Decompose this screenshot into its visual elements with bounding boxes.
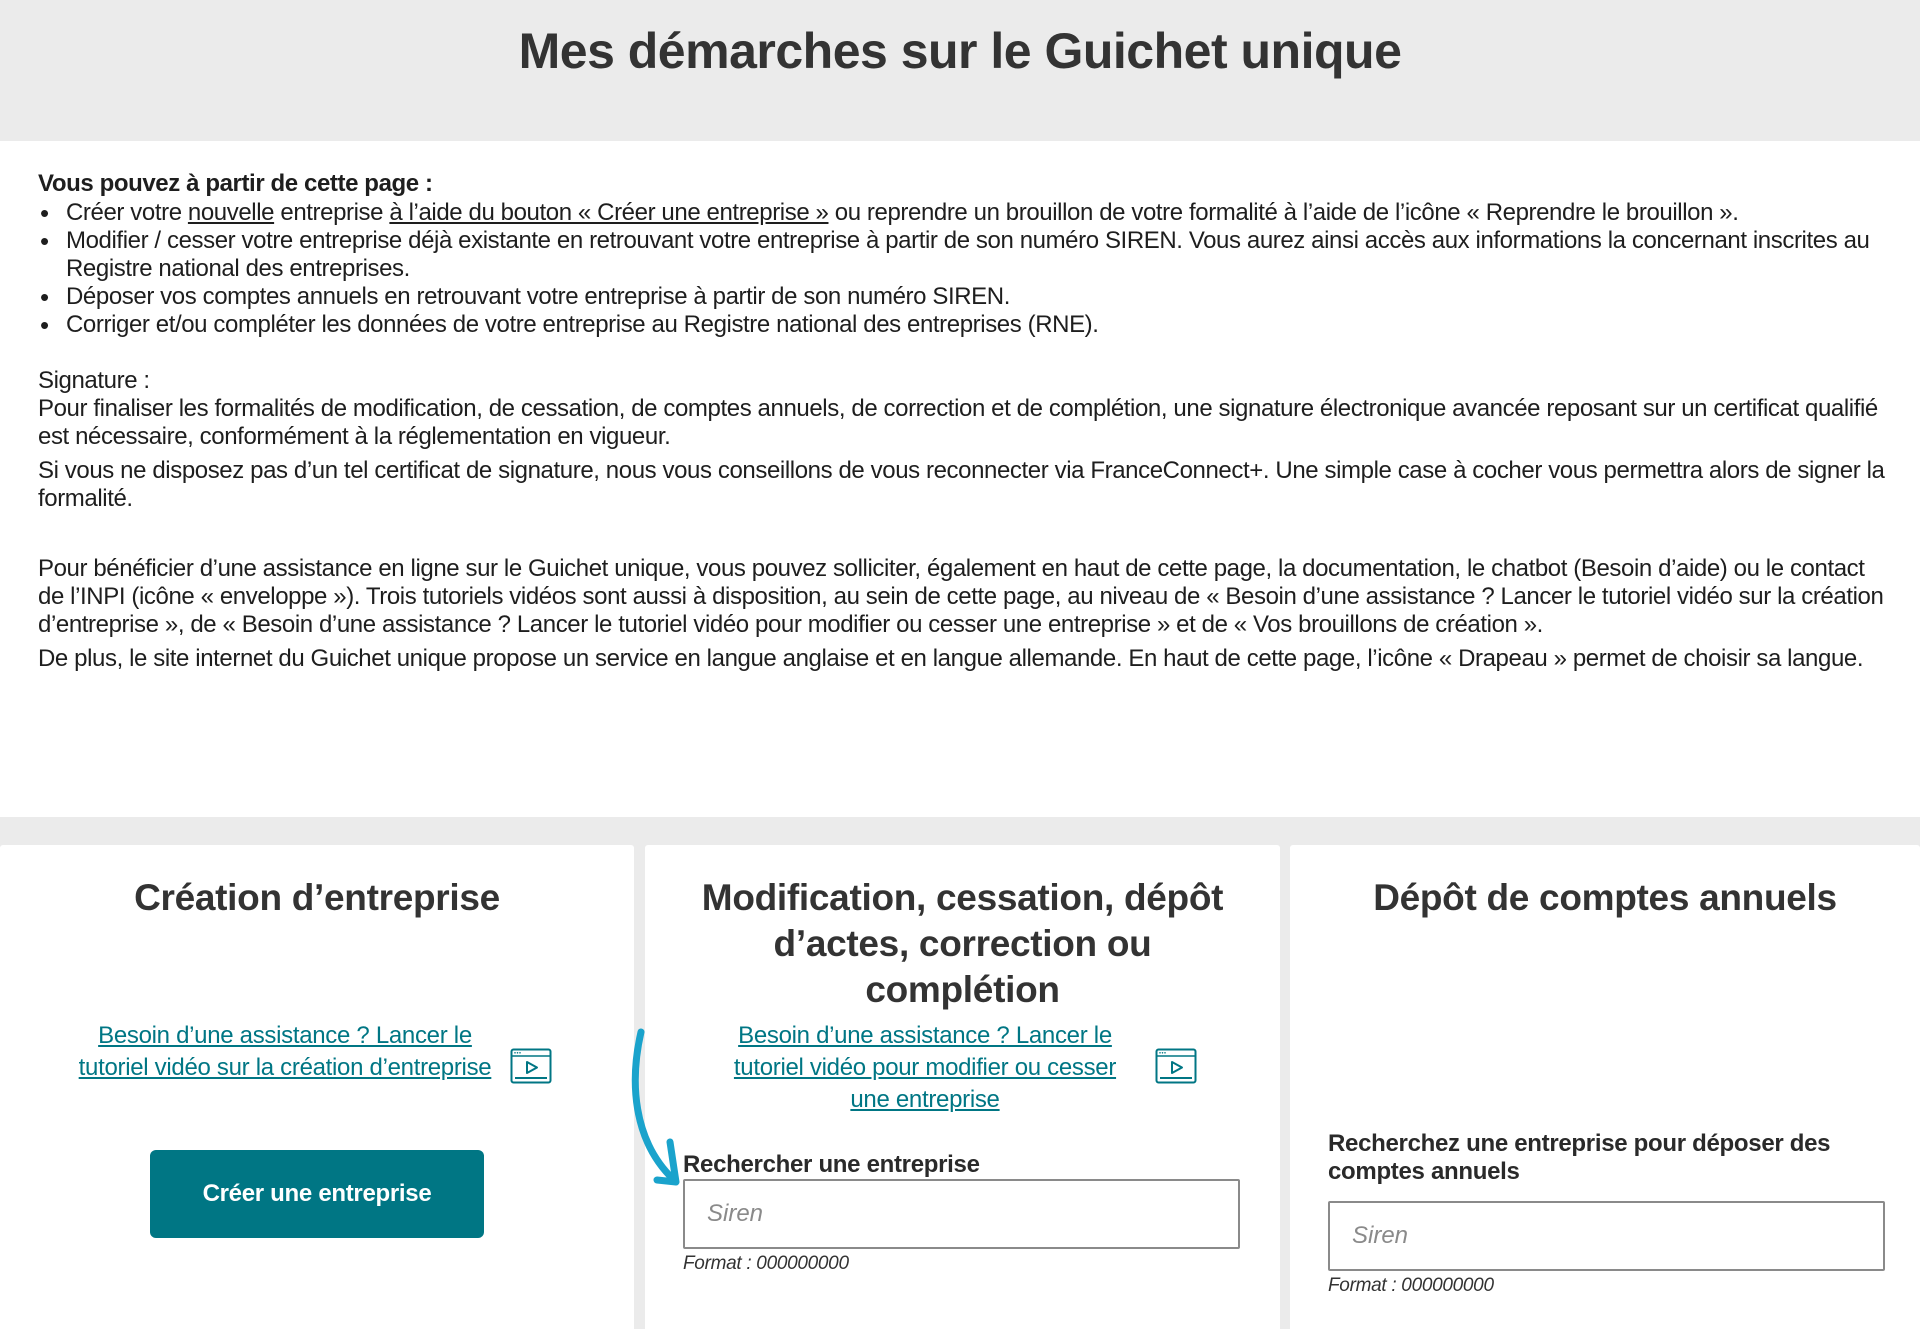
tutorial-creation [75,1020,495,1084]
signature-paragraph-2: Si vous ne disposez pas d’un tel certificat de signature, nous vous conseillons de vous reconnecter via FranceConnect+. Une simple case à cocher vous permettra alors de signer la formalité. [38,457,1885,512]
list-item: • Déposer vos comptes annuels en retrouvant votre entreprise à partir de son numéro SIREN. [38,283,1888,311]
siren-search-input-modification[interactable] [683,1179,1240,1249]
format-hint-comptes: Format : 000000000 [1328,1275,1494,1296]
video-play-icon[interactable] [510,1048,552,1084]
signature-title: Signature : [38,367,150,394]
card-title-creation: Création d’entreprise [134,877,500,918]
list-item: • Corriger et/ou compléter les données de votre entreprise au Registre national des entreprises (RNE). [38,311,1888,339]
search-label-comptes: Recherchez une entreprise pour déposer des comptes annuels [1328,1130,1831,1185]
intro-lead: Vous pouvez à partir de cette page : [38,170,433,197]
card-modification [645,845,1280,1329]
card-comptes-annuels [1290,845,1920,1329]
assistance-paragraph: Pour bénéficier d’une assistance en ligne sur le Guichet unique, vous pouvez solliciter, également en haut de cette page, la documentation, le chatbot (Besoin d’aide) ou le contact de l’INPI (icône « enveloppe »). Trois tutoriels vidéos sont aussi à disposition, au sein de cette page, au niveau de « Besoin d’une assistance ? Lancer le tutoriel vidéo sur la création d’entreprise », de « Besoin d’une assistance ? Lancer le tutoriel vidéo pour modifier ou cesser une entreprise » et de « Vos brouillons de création ». [38,555,1884,638]
language-paragraph: De plus, le site internet du Guichet unique propose un service en langue anglaise et en langue allemande. En haut de cette page, l’icône « Drapeau » permet de choisir sa langue. [38,645,1864,672]
siren-search-input-comptes[interactable] [1328,1201,1885,1271]
video-play-icon[interactable] [1155,1048,1197,1084]
card-creation [0,845,634,1329]
page-header [0,0,1920,141]
card-title-modification: Modification, cessation, dépôt d’actes, correction ou complétion [701,877,1224,1010]
format-hint-modification: Format : 000000000 [683,1253,849,1274]
create-button-reference: à l’aide du bouton « Créer une entreprise » [389,199,829,226]
list-item: • Modifier / cesser votre entreprise déjà existante en retrouvant votre entreprise à partir de son numéro SIREN. Vous aurez ainsi accès aux informations la concernant inscrites au Registre national des entreprises. [38,227,1888,283]
signature-paragraph-1: Pour finaliser les formalités de modification, de cessation, de comptes annuels, de correction et de complétion, une signature électronique avancée reposant sur un certificat qualifié est nécessaire, conformément à la réglementation en vigueur. [38,395,1878,450]
intro-list [38,199,1888,339]
intro-section [38,170,1888,673]
tutorial-modification [715,1020,1135,1116]
nouvelle-text: nouvelle [187,199,275,226]
search-label-modification: Rechercher une entreprise [683,1151,980,1178]
tutorial-link-creation[interactable]: Besoin d’une assistance ? Lancer le tutoriel vidéo sur la création d’entreprise [78,1022,492,1081]
page-title: Mes démarches sur le Guichet unique [518,23,1402,79]
list-item: • Créer votre nouvelle entreprise à l’aide du bouton « Créer une entreprise » ou reprendre un brouillon de votre formalité à l’aide de l’icône « Reprendre le brouillon ». [38,199,1888,227]
create-company-button[interactable]: Créer une entreprise [150,1150,484,1238]
tutorial-link-modification[interactable]: Besoin d’une assistance ? Lancer le tutoriel vidéo pour modifier ou cesser une entreprise [733,1022,1117,1113]
card-title-comptes: Dépôt de comptes annuels [1373,877,1837,918]
